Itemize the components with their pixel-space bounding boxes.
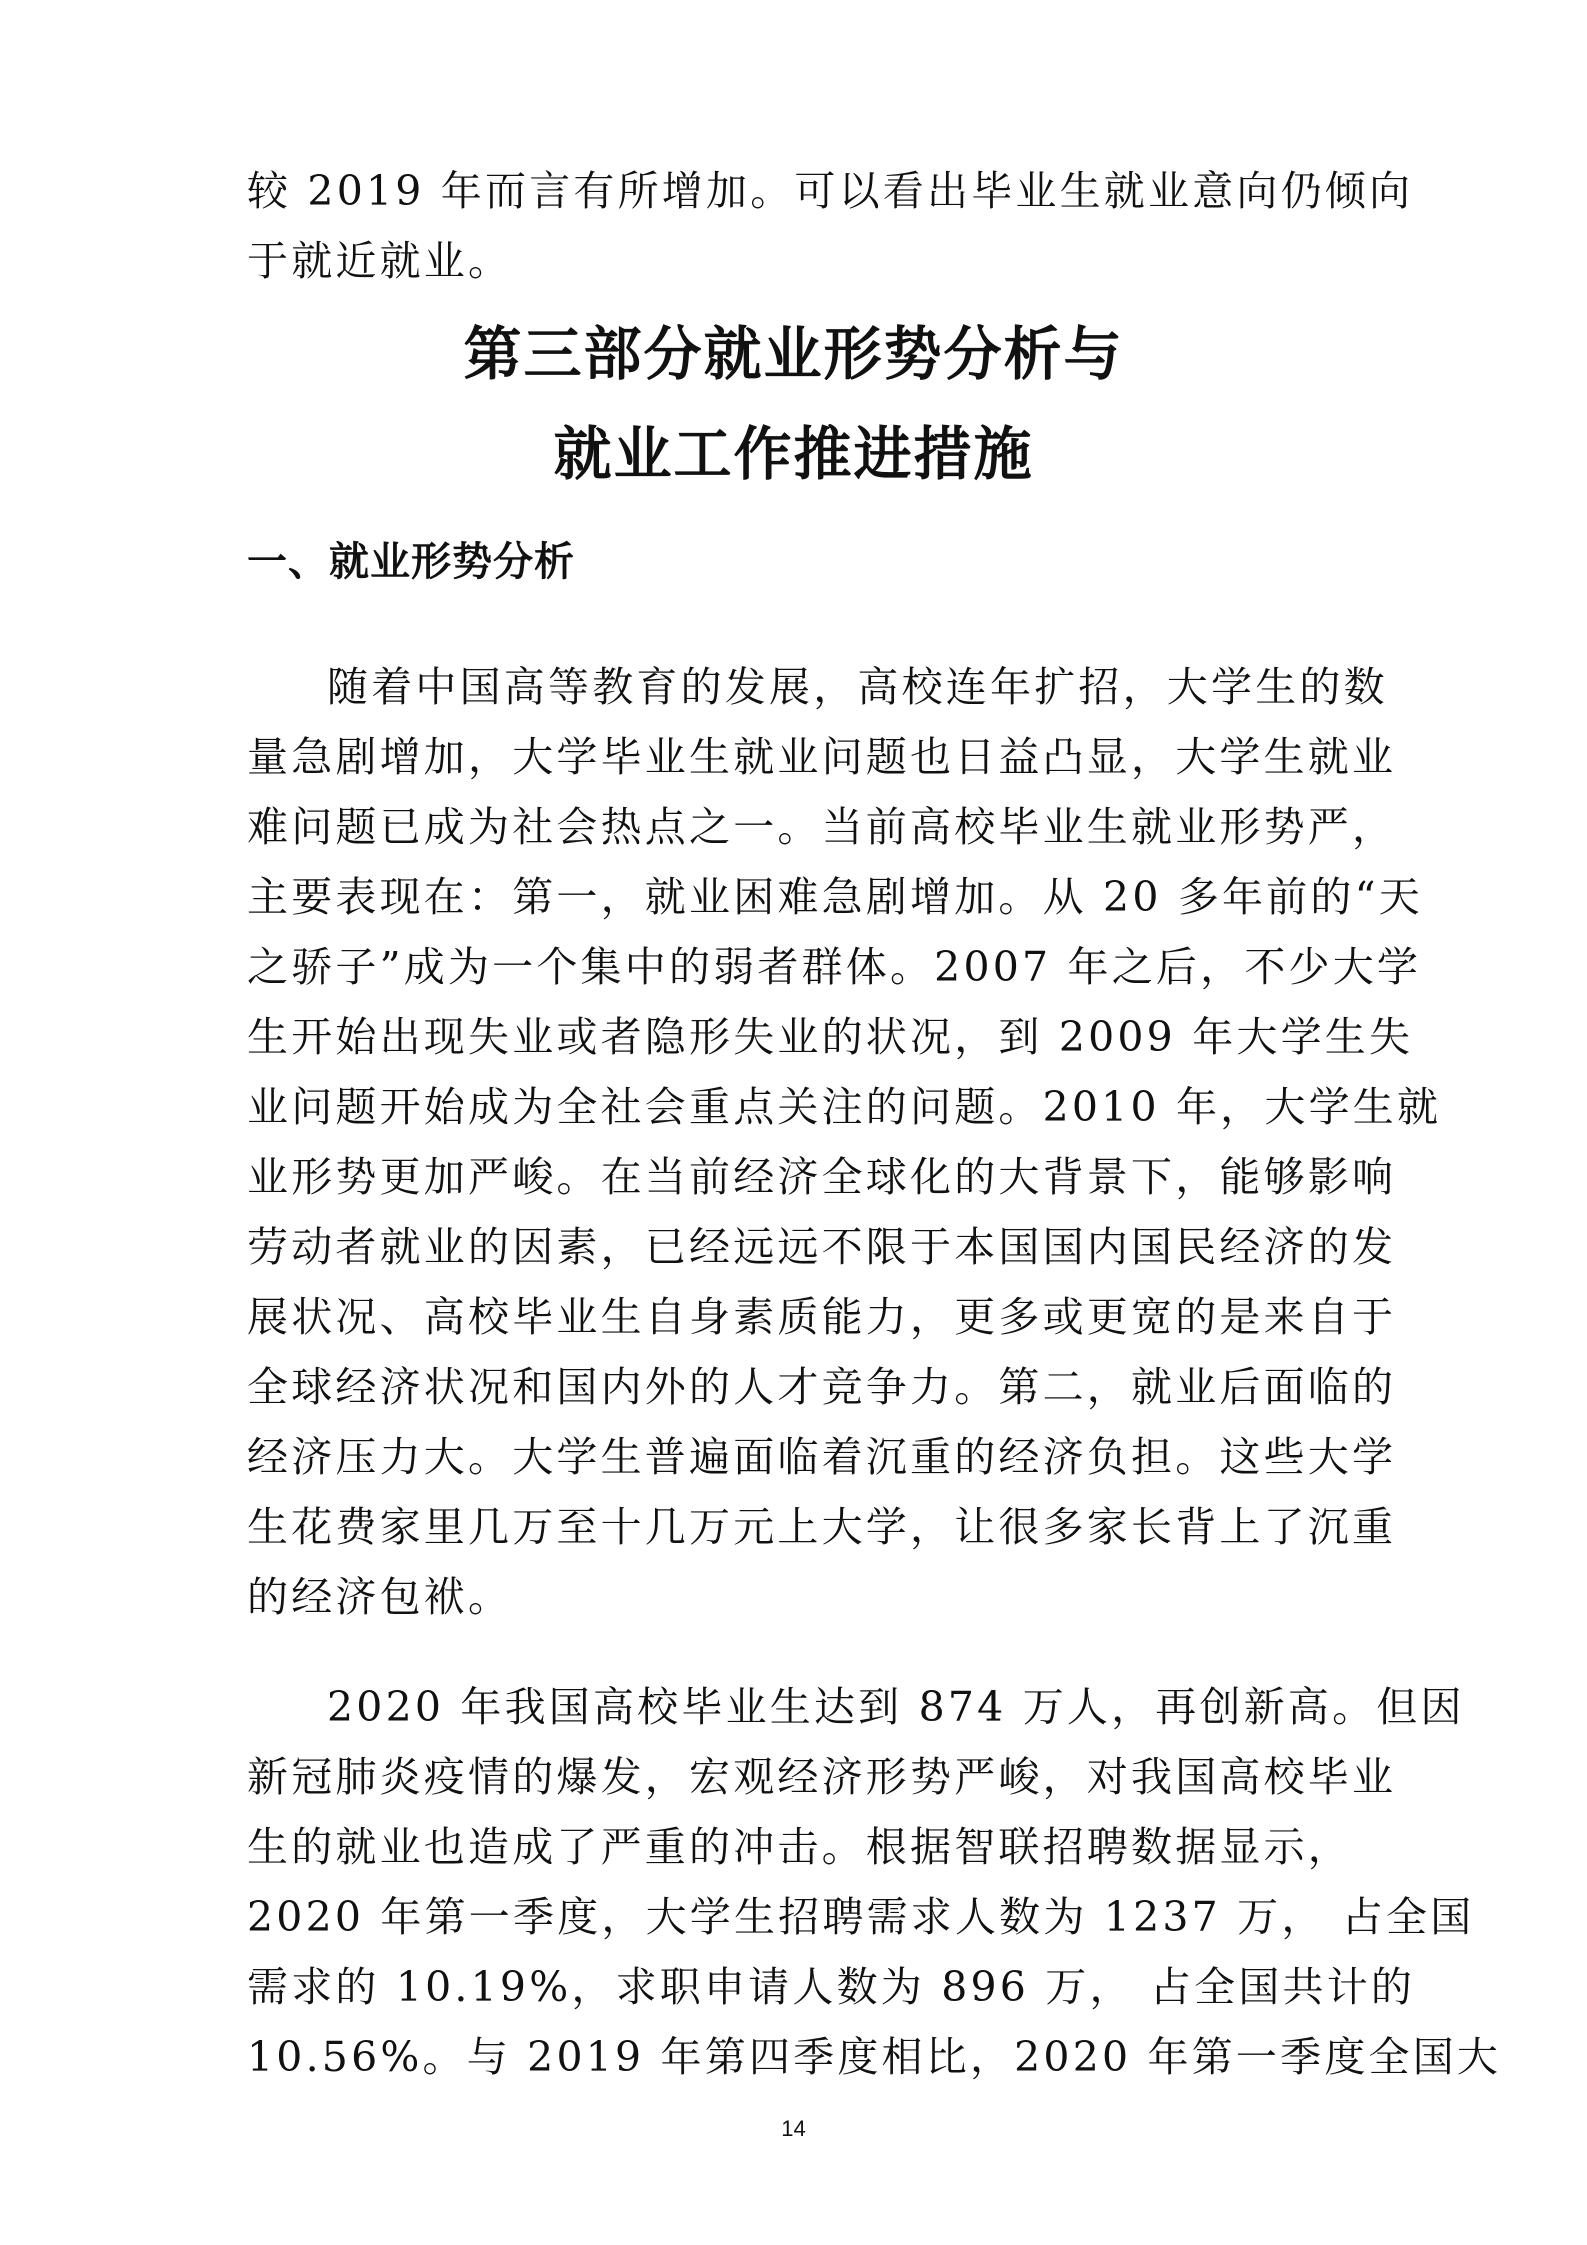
paragraph-line: 10.56%。与 2019 年第四季度相比，2020 年第一季度全国大: [247, 2033, 1502, 2081]
paragraph-line: 量急剧增加，大学毕业生就业问题也日益凸显，大学生就业: [247, 733, 1397, 781]
section-title-line-1: 第三部分就业形势分析与: [463, 320, 1124, 388]
paragraph-line: 生开始出现失业或者隐形失业的状况，到 2009 年大学生失: [247, 1013, 1414, 1061]
section-title-line-2: 就业工作推进措施: [553, 420, 1034, 488]
paragraph-line: 随着中国高等教育的发展，高校连年扩招，大学生的数: [327, 663, 1388, 711]
paragraph-line: 主要表现在：第一，就业困难急剧增加。从 20 多年前的“天: [247, 873, 1423, 921]
paragraph-line: 难问题已成为社会热点之一。当前高校毕业生就业形势严，: [247, 803, 1397, 851]
paragraph-line: 生的就业也造成了严重的冲击。根据智联招聘数据显示，: [247, 1823, 1352, 1871]
page-number: 14: [781, 2116, 806, 2141]
paragraph-line: 业形势更加严峻。在当前经济全球化的大背景下，能够影响: [247, 1153, 1397, 1201]
paragraph-line: 2020 年第一季度，大学生招聘需求人数为 1237 万， 占全国: [247, 1893, 1475, 1941]
paragraph-line: 之骄子”成为一个集中的弱者群体。2007 年之后，不少大学: [247, 943, 1422, 991]
paragraph-line: 新冠肺炎疫情的爆发，宏观经济形势严峻，对我国高校毕业: [247, 1753, 1397, 1801]
paragraph-line: 劳动者就业的因素，已经远远不限于本国国内国民经济的发: [247, 1223, 1397, 1271]
paragraph-line: 经济压力大。大学生普遍面临着沉重的经济负担。这些大学: [247, 1433, 1397, 1481]
subsection-heading: 一、就业形势分析: [247, 539, 575, 585]
intro-line: 较 2019 年而言有所增加。可以看出毕业生就业意向仍倾向: [247, 167, 1414, 215]
paragraph-line: 需求的 10.19%，求职申请人数为 896 万， 占全国共计的: [247, 1963, 1416, 2011]
paragraph-line: 全球经济状况和国内外的人才竞争力。第二，就业后面临的: [247, 1363, 1397, 1411]
paragraph-line: 的经济包袱。: [247, 1573, 513, 1621]
paragraph-line: 展状况、高校毕业生自身素质能力，更多或更宽的是来自于: [247, 1293, 1397, 1341]
paragraph-line: 生花费家里几万至十几万元上大学，让很多家长背上了沉重: [247, 1503, 1397, 1551]
paragraph-line: 2020 年我国高校毕业生达到 874 万人，再创新高。但因: [327, 1683, 1465, 1731]
intro-line: 于就近就业。: [247, 237, 513, 285]
paragraph-line: 业问题开始成为全社会重点关注的问题。2010 年，大学生就: [247, 1083, 1442, 1131]
